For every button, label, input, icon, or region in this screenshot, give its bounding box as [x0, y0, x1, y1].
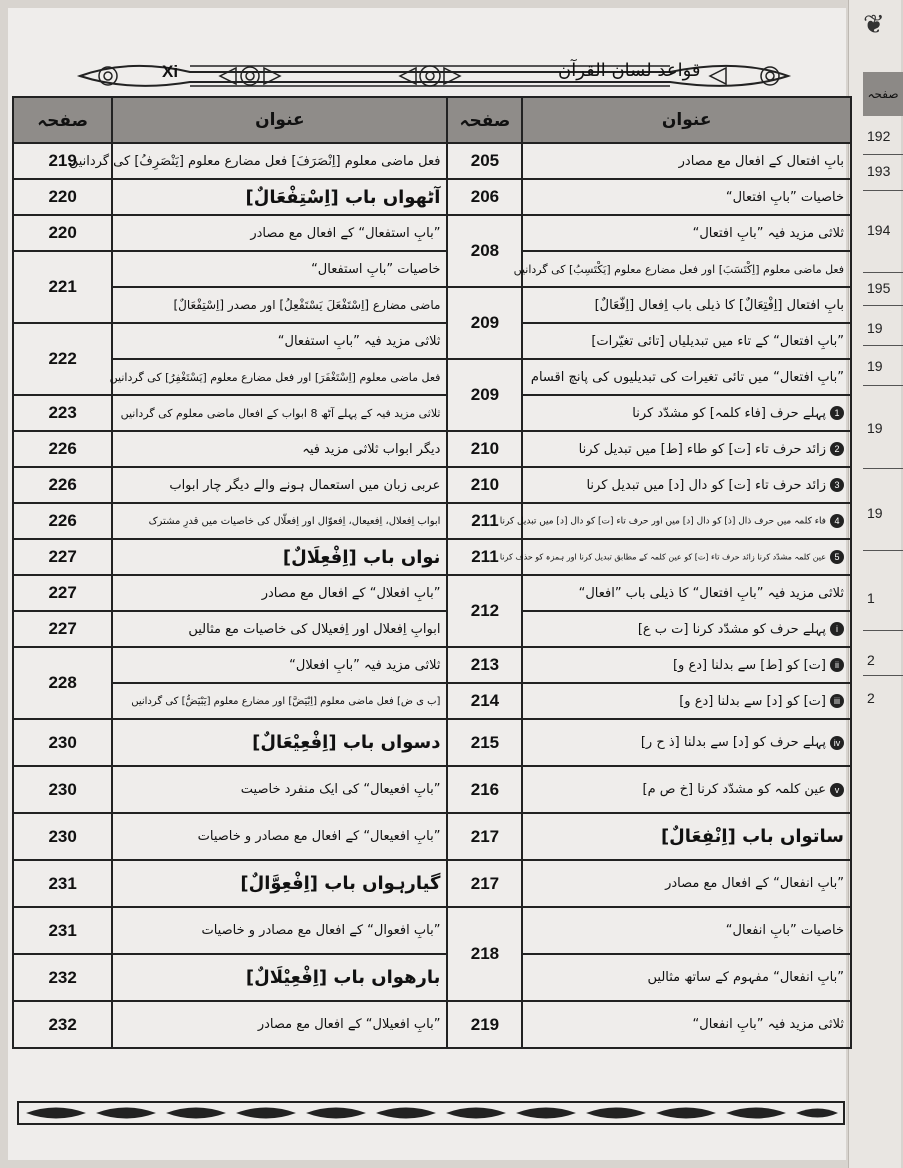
- footer-ornament-icon: [16, 1098, 846, 1128]
- right-entry: [522, 647, 851, 683]
- right-entry-page: 211: [447, 503, 522, 539]
- left-entry-page: 226: [13, 503, 112, 539]
- right-entry-page: 217: [447, 813, 522, 860]
- table-row: [13, 287, 851, 323]
- left-entry-title: فعل ماضی معلوم [اِنْصَرَفَ] فعل مضارع معلوم [یَنْصَرِفُ] کی گردانیں: [112, 143, 447, 179]
- item-number-badge: 5: [830, 550, 844, 564]
- footer-ornament: [16, 1098, 856, 1128]
- right-entry-page: 208: [447, 215, 522, 287]
- right-entry-page: 205: [447, 143, 522, 179]
- left-entry-title: ”بابِ افعیعال“ کے افعال مع مصادر و خاصیات: [112, 813, 447, 860]
- left-entry-title: گیارہواں باب [اِفْعِوَّالٌ]: [112, 860, 447, 907]
- table-row: [13, 323, 851, 359]
- right-entry-title: خاصیات ”بابِ افتعال“: [522, 179, 851, 215]
- right-entry-page: 218: [447, 907, 522, 1001]
- right-entry-title: ”بابِ افتعال“ میں تائی تغیرات کی تبدیلیوں کی پانچ اقسام: [522, 359, 851, 395]
- left-entry-page: 220: [13, 215, 112, 251]
- right-entry-page: 219: [447, 1001, 522, 1048]
- item-number-badge: ii: [830, 658, 844, 672]
- table-row: [13, 1001, 851, 1048]
- left-entry-page: 222: [13, 323, 112, 395]
- table-row: [13, 467, 851, 503]
- table-row: [13, 954, 851, 1001]
- adjacent-page-number: 195: [867, 280, 891, 296]
- right-entry-page: 215: [447, 719, 522, 766]
- book-page: [8, 8, 846, 1160]
- left-entry-page: 231: [13, 860, 112, 907]
- adjacent-page-number: 193: [867, 163, 891, 179]
- left-entry-page: 232: [13, 1001, 112, 1048]
- left-entry-title: ”بابِ استفعال“ کے افعال مع مصادر: [112, 215, 447, 251]
- left-entry-title: ثلاثی مزید فیہ ”بابِ استفعال“: [112, 323, 447, 359]
- left-entry-title: ابوابِ اِفعلال اور اِفعیلال کی خاصیات مع مثالیں: [112, 611, 447, 647]
- left-entry-title: ماضی مضارع [اِسْتَفْعَلَ یَسْتَفْعِلُ] اور مصدر [اِسْتِفْعَالٌ]: [112, 287, 447, 323]
- right-entry: [499, 539, 851, 575]
- right-entry-page: 206: [447, 179, 522, 215]
- left-entry-title: دسواں باب [اِفْعِیْعَالٌ]: [112, 719, 447, 766]
- left-entry-title: ”بابِ افعیلال“ کے افعال مع مصادر: [112, 1001, 447, 1048]
- adjacent-page-number: 19: [867, 320, 883, 336]
- adjacent-page: [848, 0, 901, 1168]
- table-row: [13, 611, 851, 647]
- left-entry-page: 219: [13, 143, 112, 179]
- left-entry-page: 221: [13, 251, 112, 323]
- left-entry-title: فعل ماضی معلوم [اِسْتَغْفَرَ] اور فعل مضارع معلوم [یَسْتَغْفِرُ] کی گردانیں: [112, 359, 447, 395]
- item-number-badge: 2: [830, 442, 844, 456]
- right-entry-title: ”بابِ انفعال“ مفہوم کے ساتھ مثالیں: [522, 954, 851, 1001]
- item-number-badge: 4: [830, 514, 844, 528]
- right-entry-page: 211: [447, 539, 522, 575]
- left-entry-page: 226: [13, 431, 112, 467]
- right-entry: [499, 503, 851, 539]
- right-entry: [522, 611, 851, 647]
- right-entry: [522, 467, 851, 503]
- right-entry-title: ثلاثی مزید فیہ ”بابِ افتعال“: [522, 215, 851, 251]
- right-entry-title: ثلاثی مزید فیہ ”بابِ افتعال“ کا ذیلی باب ”افعال“: [522, 575, 851, 611]
- left-entry-title: ”بابِ افعوال“ کے افعال مع مصادر و خاصیات: [112, 907, 447, 954]
- right-entry-title: فاء کلمہ میں حرف ذال [ذ] کو دال [د] میں اور حرف تاء [ت] کو دال [د] میں تبدیل کرنا: [499, 516, 826, 527]
- table-row: [13, 575, 851, 611]
- left-entry-page: 226: [13, 467, 112, 503]
- left-entry-title: دیگر ابواب ثلاثی مزید فیہ: [112, 431, 447, 467]
- right-entry-page: 210: [447, 467, 522, 503]
- table-row: [13, 143, 851, 179]
- table-row: [13, 647, 851, 683]
- adjacent-page-number: 2: [867, 652, 875, 668]
- table-row: [13, 503, 851, 539]
- right-entry: [522, 683, 851, 719]
- table-row: [13, 359, 851, 395]
- left-entry-title: [ب ی ض] فعل ماضی معلوم [اِبْیَضَّ] اور مضارع معلوم [یَبْیَضُّ] کی گردانیں: [112, 683, 447, 719]
- right-entry-page: 209: [447, 359, 522, 431]
- item-number-badge: 3: [830, 478, 844, 492]
- right-entry-page: 212: [447, 575, 522, 647]
- item-number-badge: iii: [830, 694, 844, 708]
- right-entry-title: ”بابِ انفعال“ کے افعال مع مصادر: [522, 860, 851, 907]
- right-entry: [522, 719, 851, 766]
- left-entry-page: 228: [13, 647, 112, 719]
- adjacent-page-number: 1: [867, 590, 875, 606]
- table-row: [13, 719, 851, 766]
- left-entry-title: ثلاثی مزید فیہ ”بابِ افعلال“: [112, 647, 447, 683]
- right-entry-page: 217: [447, 860, 522, 907]
- table-row: [13, 860, 851, 907]
- left-entry-page: 227: [13, 539, 112, 575]
- left-entry-title: خاصیات ”بابِ استفعال“: [112, 251, 447, 287]
- table-row: [13, 395, 851, 431]
- adjacent-page-number: 194: [867, 222, 891, 238]
- table-row: [13, 539, 851, 575]
- right-entry-title: بابِ افتعال [اِفْتِعَالٌ] کا ذیلی باب اِفعال [اِفّعَالٌ]: [522, 287, 851, 323]
- ornament-icon: ❦: [863, 10, 885, 40]
- table-row: [13, 813, 851, 860]
- right-entry-title: [ت] کو [ط] سے بدلنا [دع و]: [672, 657, 826, 673]
- left-entry-title: ابواب اِفعلال، اِفعیعال، اِفعوّال اور اِفعلّال کی خاصیات میں قدرِ مشترک: [112, 503, 447, 539]
- right-entry-title: پہلے حرف کو [د] سے بدلنا [ذ ح ر]: [640, 735, 826, 750]
- column-header-title: عنوان: [112, 97, 447, 143]
- column-header-page: صفحہ: [447, 97, 522, 143]
- table-row: [13, 179, 851, 215]
- item-number-badge: v: [830, 783, 844, 797]
- left-entry-title: ”بابِ افعیعال“ کی ایک منفرد خاصیت: [112, 766, 447, 813]
- adjacent-page-number: 2: [867, 690, 875, 706]
- left-entry-title: عربی زبان میں استعمال ہونے والے دیگر چار ابواب: [112, 467, 447, 503]
- left-entry-page: 231: [13, 907, 112, 954]
- left-entry-title: ”بابِ افعلال“ کے افعال مع مصادر: [112, 575, 447, 611]
- right-entry-title: پہلے حرف کو مشدّد کرنا [ت ب ع]: [637, 621, 826, 637]
- right-entry: [522, 395, 851, 431]
- left-entry-title: نواں باب [اِفْعِلَالٌ]: [112, 539, 447, 575]
- table-row: [13, 215, 851, 251]
- item-number-badge: iv: [830, 736, 844, 750]
- left-entry-page: 227: [13, 575, 112, 611]
- right-entry-title: عین کلمہ مشدّد کرنا زائد حرف تاء [ت] کو عین کلمہ کے مطابق تبدیل کرنا اور ہمزہ کو حذف کرنا: [499, 552, 826, 562]
- right-entry-page: 209: [447, 287, 522, 359]
- adjacent-page-header: صفحہ: [863, 72, 903, 116]
- table-row: [13, 907, 851, 954]
- adjacent-page-number: 19: [867, 358, 883, 374]
- right-entry-title: [ت] کو [د] سے بدلنا [دع و]: [679, 693, 826, 709]
- adjacent-page-number: 192: [867, 128, 891, 144]
- right-entry: [522, 766, 851, 813]
- left-entry-page: 230: [13, 813, 112, 860]
- right-entry-page: 214: [447, 683, 522, 719]
- table-row: [13, 431, 851, 467]
- right-entry-title: زائد حرف تاء [ت] کو دال [د] میں تبدیل کرنا: [586, 477, 826, 493]
- right-entry-title: پہلے حرف [فاء کلمہ] کو مشدّد کرنا: [632, 405, 826, 421]
- right-entry-title: زائد حرف تاء [ت] کو طاء [ط] میں تبدیل کرنا: [578, 441, 826, 457]
- left-entry-page: 227: [13, 611, 112, 647]
- right-entry-title: ”بابِ افتعال“ کے تاء میں تبدیلیاں [تائی تغیّرات]: [522, 323, 851, 359]
- right-entry-title: عین کلمہ کو مشدّد کرنا [خ ص م]: [642, 782, 826, 797]
- left-entry-page: 223: [13, 395, 112, 431]
- left-entry-page: 232: [13, 954, 112, 1001]
- left-entry-page: 230: [13, 766, 112, 813]
- contents-table: [12, 96, 852, 1049]
- left-entry-title: ثلاثی مزید فیہ کے پہلے آٹھ 8 ابواب کے افعال ماضی معلوم کی گردانیں: [112, 395, 447, 431]
- left-entry-page: 220: [13, 179, 112, 215]
- item-number-badge: 1: [830, 406, 844, 420]
- item-number-badge: i: [830, 622, 844, 636]
- book-title: قواعد لسان القرآن: [558, 60, 701, 81]
- adjacent-page-number: 19: [867, 505, 883, 521]
- column-header-page: صفحہ: [13, 97, 112, 143]
- left-entry-page: 230: [13, 719, 112, 766]
- table-row: [13, 683, 851, 719]
- page-header: [70, 52, 798, 98]
- table-row: [13, 251, 851, 287]
- right-entry-page: 213: [447, 647, 522, 683]
- right-entry-page: 210: [447, 431, 522, 467]
- right-entry-title: بابِ افتعال کے افعال مع مصادر: [522, 143, 851, 179]
- table-row: [13, 766, 851, 813]
- column-header-title: عنوان: [522, 97, 851, 143]
- right-entry-title: خاصیات ”بابِ انفعال“: [522, 907, 851, 954]
- right-entry-title: فعل ماضی معلوم [اِکْتَسَبَ] اور فعل مضارع معلوم [یَکْتَسِبُ] کی گردانیں: [522, 251, 851, 287]
- right-entry: [522, 431, 851, 467]
- right-entry-title: ثلاثی مزید فیہ ”بابِ انفعال“: [522, 1001, 851, 1048]
- left-entry-title: بارھواں باب [اِفْعِیْلَالٌ]: [112, 954, 447, 1001]
- page-number: Xi: [162, 62, 179, 81]
- left-entry-title: آٹھواں باب [اِسْتِفْعَالٌ]: [112, 179, 447, 215]
- right-entry-page: 216: [447, 766, 522, 813]
- adjacent-page-number: 19: [867, 420, 883, 436]
- right-entry-title: ساتواں باب [اِنْفِعَالٌ]: [522, 813, 851, 860]
